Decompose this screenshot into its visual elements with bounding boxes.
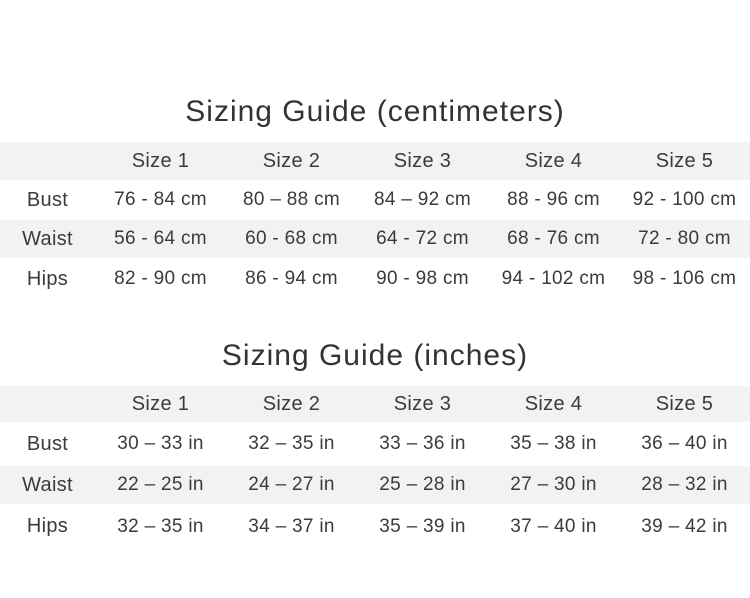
inches-column-header-size-3: Size 3: [393, 392, 452, 415]
inches-waist-size-5: 28 – 32 in: [641, 474, 728, 495]
cm-hips-size-3: 90 - 98 cm: [376, 268, 469, 289]
inches-hips-size-1: 32 – 35 in: [117, 515, 204, 537]
inches-table-header-row: [0, 386, 750, 422]
cm-waist-size-5: 72 - 80 cm: [638, 228, 731, 249]
cm-bust-size-5: 92 - 100 cm: [632, 189, 737, 210]
cm-bust-size-1: 76 - 84 cm: [114, 189, 207, 210]
cm-bust-size-4: 88 - 96 cm: [507, 189, 600, 210]
inches-row-label-hips: Hips: [26, 515, 69, 537]
cm-column-header-size-5: Size 5: [655, 149, 714, 172]
cm-waist-size-2: 60 - 68 cm: [245, 228, 338, 249]
inches-bust-size-2: 32 – 35 in: [248, 433, 335, 454]
sizing-guide-inches-section: [0, 337, 750, 549]
cm-table-header-row: [0, 142, 750, 180]
inches-table-row-hips: [0, 504, 750, 549]
cm-row-label-hips: Hips: [26, 267, 69, 290]
inches-column-header-size-4: Size 4: [524, 392, 583, 415]
inches-hips-size-5: 39 – 42 in: [641, 515, 728, 537]
inches-bust-size-5: 36 – 40 in: [641, 433, 728, 454]
cm-hips-size-2: 86 - 94 cm: [245, 268, 338, 289]
cm-column-header-size-1: Size 1: [131, 149, 190, 172]
cm-table-row-waist: [0, 220, 750, 258]
inches-hips-size-2: 34 – 37 in: [248, 515, 335, 537]
cm-row-label-waist: Waist: [22, 227, 73, 250]
cm-column-header-size-2: Size 2: [262, 149, 321, 172]
cm-waist-size-3: 64 - 72 cm: [376, 228, 469, 249]
sizing-guide-cm-title: Sizing Guide (centimeters): [185, 95, 565, 128]
sizing-guide-inches-title: Sizing Guide (inches): [221, 339, 529, 372]
inches-table-row-bust: [0, 422, 750, 466]
sizing-guide-cm-table: [0, 142, 750, 300]
inches-column-header-size-1: Size 1: [131, 392, 190, 415]
inches-waist-size-4: 27 – 30 in: [510, 474, 597, 495]
inches-hips-size-4: 37 – 40 in: [510, 515, 597, 537]
cm-table-row-bust: [0, 180, 750, 220]
cm-hips-size-5: 98 - 106 cm: [632, 268, 737, 289]
cm-column-header-size-3: Size 3: [393, 149, 452, 172]
cm-row-label-bust: Bust: [26, 188, 69, 211]
inches-bust-size-4: 35 – 38 in: [510, 433, 597, 454]
cm-waist-size-4: 68 - 76 cm: [507, 228, 600, 249]
cm-column-header-size-4: Size 4: [524, 149, 583, 172]
inches-row-label-bust: Bust: [26, 432, 69, 455]
inches-waist-size-1: 22 – 25 in: [117, 474, 204, 495]
inches-waist-size-3: 25 – 28 in: [379, 474, 466, 495]
inches-hips-size-3: 35 – 39 in: [379, 515, 466, 537]
cm-bust-size-2: 80 – 88 cm: [243, 189, 340, 210]
inches-column-header-size-5: Size 5: [655, 392, 714, 415]
inches-column-header-size-2: Size 2: [262, 392, 321, 415]
inches-table-row-waist: [0, 466, 750, 504]
inches-waist-size-2: 24 – 27 in: [248, 474, 335, 495]
inches-bust-size-1: 30 – 33 in: [117, 433, 204, 454]
cm-table-row-hips: [0, 258, 750, 300]
cm-bust-size-3: 84 – 92 cm: [374, 189, 471, 210]
cm-waist-size-1: 56 - 64 cm: [114, 228, 207, 249]
cm-hips-size-1: 82 - 90 cm: [114, 268, 207, 289]
inches-bust-size-3: 33 – 36 in: [379, 433, 466, 454]
inches-row-label-waist: Waist: [22, 473, 73, 496]
sizing-guide-inches-table: [0, 386, 750, 549]
cm-hips-size-4: 94 - 102 cm: [501, 268, 606, 289]
